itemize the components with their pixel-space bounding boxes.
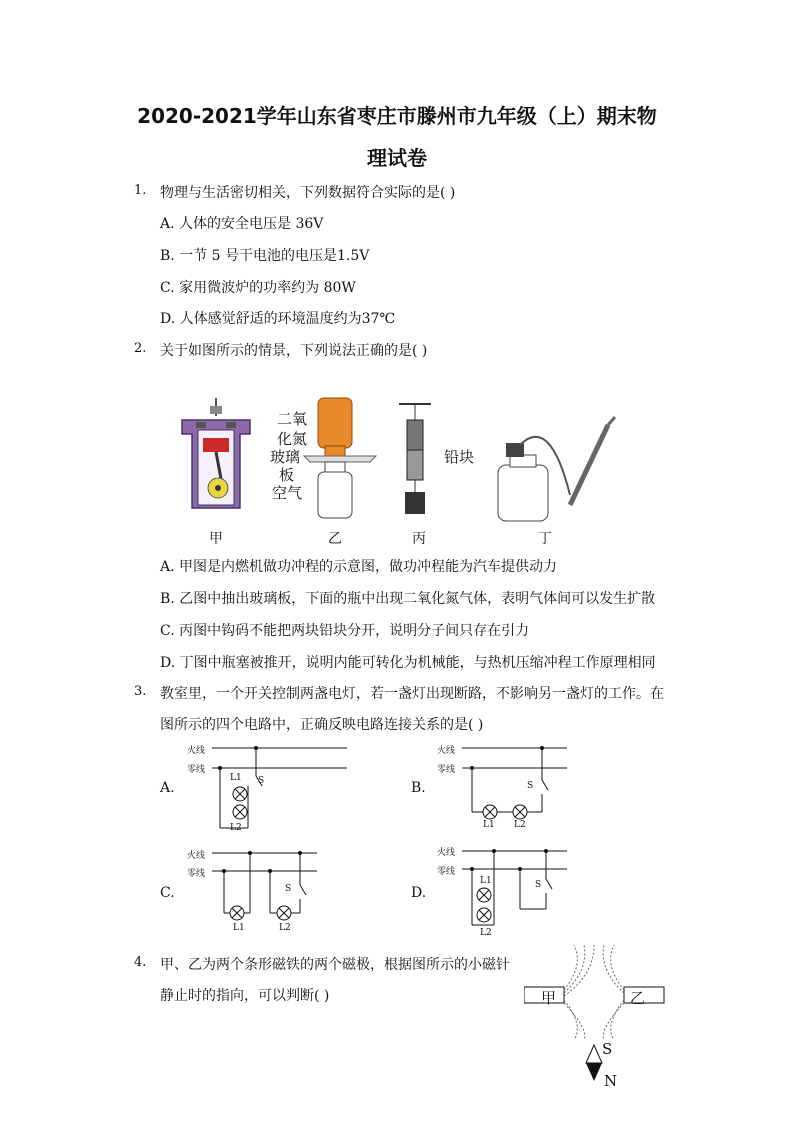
circuit-b-live-label: 火线 (437, 746, 456, 756)
circuit-b-neutral-label: 零线 (437, 765, 456, 775)
question-2-option-b[interactable]: B. 乙图中抽出玻璃板，下面的瓶中出现二氧化氮气体，表明气体间可以发生扩散 (160, 591, 656, 607)
circuit-a-live-label: 火线 (187, 746, 206, 756)
circuit-a-l1: L1 (230, 773, 242, 783)
question-3-number: 3. (134, 684, 147, 699)
caption-c: 丙 (412, 531, 426, 547)
diffusion-bottles-figure (300, 396, 380, 521)
question-1-stem: 物理与生活密切相关，下列数据符合实际的是( ) (160, 185, 456, 201)
circuit-a-l2: L2 (230, 823, 242, 833)
circuit-a-neutral-label: 零线 (187, 765, 206, 775)
circuit-d-live-label: 火线 (437, 848, 456, 858)
circuit-d-l1: L1 (480, 876, 492, 886)
caption-d: 丁 (538, 531, 552, 547)
question-1-option-d[interactable]: D. 人体感觉舒适的环境温度约为37℃ (160, 311, 396, 327)
question-3-stem-line1: 教室里，一个开关控制两盏电灯，若一盏灯出现断路，不影响另一盏灯的工作。在 (160, 686, 664, 702)
caption-a: 甲 (209, 531, 223, 547)
question-1-option-a[interactable]: A. 人体的安全电压是 36V (160, 216, 324, 232)
circuit-d-l2: L2 (480, 928, 492, 938)
label-glass-line1: 玻璃 (270, 448, 301, 466)
circuit-c-neutral-label: 零线 (187, 869, 206, 879)
question-3-option-d[interactable]: D. (411, 885, 427, 901)
circuit-b-l2: L2 (514, 820, 526, 830)
compass-s-label: S (602, 1040, 613, 1058)
circuit-c-l2: L2 (279, 923, 291, 933)
magnet-right-label: 乙 (630, 989, 646, 1007)
air-pump-bottle-figure (490, 415, 620, 525)
page-title-line2: 理试卷 (367, 146, 427, 170)
circuit-c-live-label: 火线 (187, 851, 206, 861)
question-2-option-a[interactable]: A. 甲图是内燃机做功冲程的示意图，做功冲程能为汽车提供动力 (160, 559, 558, 575)
circuit-c-s: S (285, 884, 292, 894)
page-title-line1: 2020-2021学年山东省枣庄市滕州市九年级（上）期末物 (137, 104, 657, 128)
label-no2-line1: 二氧 (277, 410, 308, 428)
question-1-option-c[interactable]: C. 家用微波炉的功率约为 80W (160, 280, 356, 296)
question-4-number: 4. (134, 955, 147, 970)
engine-figure (176, 398, 256, 513)
circuit-c-l1: L1 (233, 923, 245, 933)
question-2-number: 2. (134, 341, 147, 356)
question-2-option-d[interactable]: D. 丁图中瓶塞被推开，说明内能可转化为机械能，与热机压缩冲程工作原理相同 (160, 655, 656, 671)
label-no2-line2: 化氮 (277, 430, 308, 448)
question-1-number: 1. (134, 183, 147, 198)
circuit-a-s: S (258, 776, 265, 786)
caption-b: 乙 (328, 531, 342, 547)
circuit-d-diagram (462, 843, 572, 943)
magnet-left-label: 甲 (541, 989, 557, 1007)
magnet-field-figure (524, 945, 674, 1085)
question-3-option-c[interactable]: C. (160, 885, 175, 901)
question-2-option-c[interactable]: C. 丙图中钩码不能把两块铅块分开，说明分子间只存在引力 (160, 623, 530, 639)
circuit-a-diagram (212, 740, 352, 835)
compass-n-label: N (604, 1072, 618, 1090)
circuit-b-s: S (527, 781, 534, 791)
question-4-stem-line2: 静止时的指向，可以判断( ) (160, 988, 330, 1004)
circuit-d-s: S (535, 880, 542, 890)
label-air: 空气 (272, 484, 303, 502)
question-3-stem-line2: 图所示的四个电路中，正确反映电路连接关系的是( ) (160, 717, 484, 733)
circuit-d-neutral-label: 零线 (437, 867, 456, 877)
label-glass-line2: 板 (279, 466, 295, 484)
lead-blocks-figure (395, 400, 435, 520)
question-3-option-b[interactable]: B. (411, 780, 426, 796)
circuit-c-diagram (212, 845, 322, 925)
question-3-option-a[interactable]: A. (160, 780, 175, 796)
question-4-stem-line1: 甲、乙为两个条形磁铁的两个磁极，根据图所示的小磁针 (160, 957, 510, 973)
label-lead: 铅块 (444, 448, 475, 466)
question-1-option-b[interactable]: B. 一节 5 号干电池的电压是1.5V (160, 248, 370, 264)
circuit-b-l1: L1 (483, 820, 495, 830)
question-2-stem: 关于如图所示的情景，下列说法正确的是( ) (160, 343, 428, 359)
